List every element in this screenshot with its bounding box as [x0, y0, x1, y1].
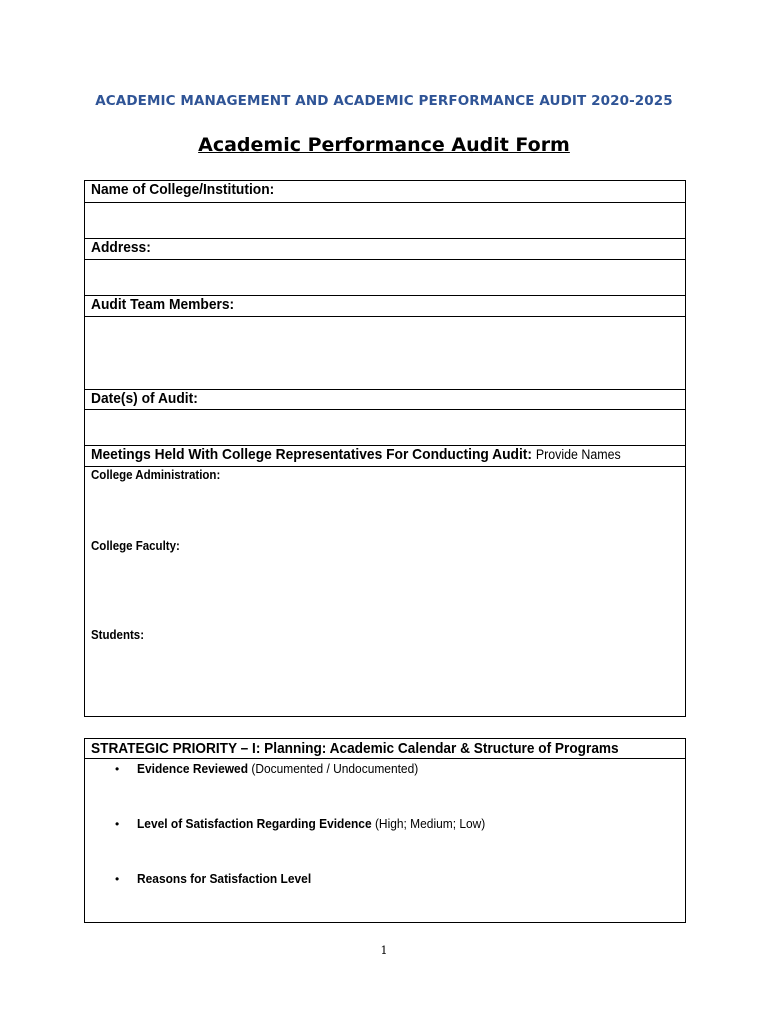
bullet-evidence-reviewed: • Evidence Reviewed (Documented / Undocumented): [115, 761, 419, 776]
priority-title: STRATEGIC PRIORITY – I: Planning: Academic Calendar & Structure of Programs: [85, 739, 685, 759]
meetings-label: Meetings Held With College Representatives For Conducting Audit:: [91, 446, 532, 463]
document-header: ACADEMIC MANAGEMENT AND ACADEMIC PERFORMANCE AUDIT 2020-2025: [95, 93, 673, 109]
dates-field-row: [85, 410, 686, 446]
audit-info-table: [84, 180, 686, 717]
institution-field[interactable]: [85, 203, 686, 239]
administration-label: College Administration:: [91, 468, 221, 482]
institution-field-row: [85, 203, 686, 239]
meetings-hint: Provide Names: [535, 447, 621, 462]
team-label: Audit Team Members:: [91, 296, 235, 313]
page-number: 1: [380, 944, 388, 957]
address-field-row: [85, 260, 686, 296]
form-title: Academic Performance Audit Form: [198, 134, 570, 156]
students-label: Students:: [91, 628, 145, 642]
bullet-satisfaction-reasons: • Reasons for Satisfaction Level: [115, 871, 312, 886]
address-label: Address:: [91, 239, 151, 256]
institution-header-row: [85, 181, 686, 203]
faculty-label: College Faculty:: [91, 539, 180, 553]
bullet-icon: •: [115, 817, 120, 831]
meetings-field-row: [85, 467, 686, 717]
institution-label: Name of College/Institution:: [91, 181, 275, 198]
meetings-header-row: [85, 446, 686, 467]
dates-header-row: [85, 390, 686, 410]
dates-field[interactable]: [85, 410, 686, 446]
team-field[interactable]: [85, 317, 686, 390]
bullet-satisfaction-level: • Level of Satisfaction Regarding Evidence (High; Medium; Low): [115, 816, 486, 831]
bullet-icon: •: [115, 762, 120, 776]
address-header-row: [85, 239, 686, 260]
strategic-priority-box: [84, 738, 686, 923]
dates-label: Date(s) of Audit:: [91, 390, 198, 407]
team-header-row: [85, 296, 686, 317]
meetings-field[interactable]: [85, 467, 686, 717]
bullet-icon: •: [115, 872, 120, 886]
team-field-row: [85, 317, 686, 390]
address-field[interactable]: [85, 260, 686, 296]
